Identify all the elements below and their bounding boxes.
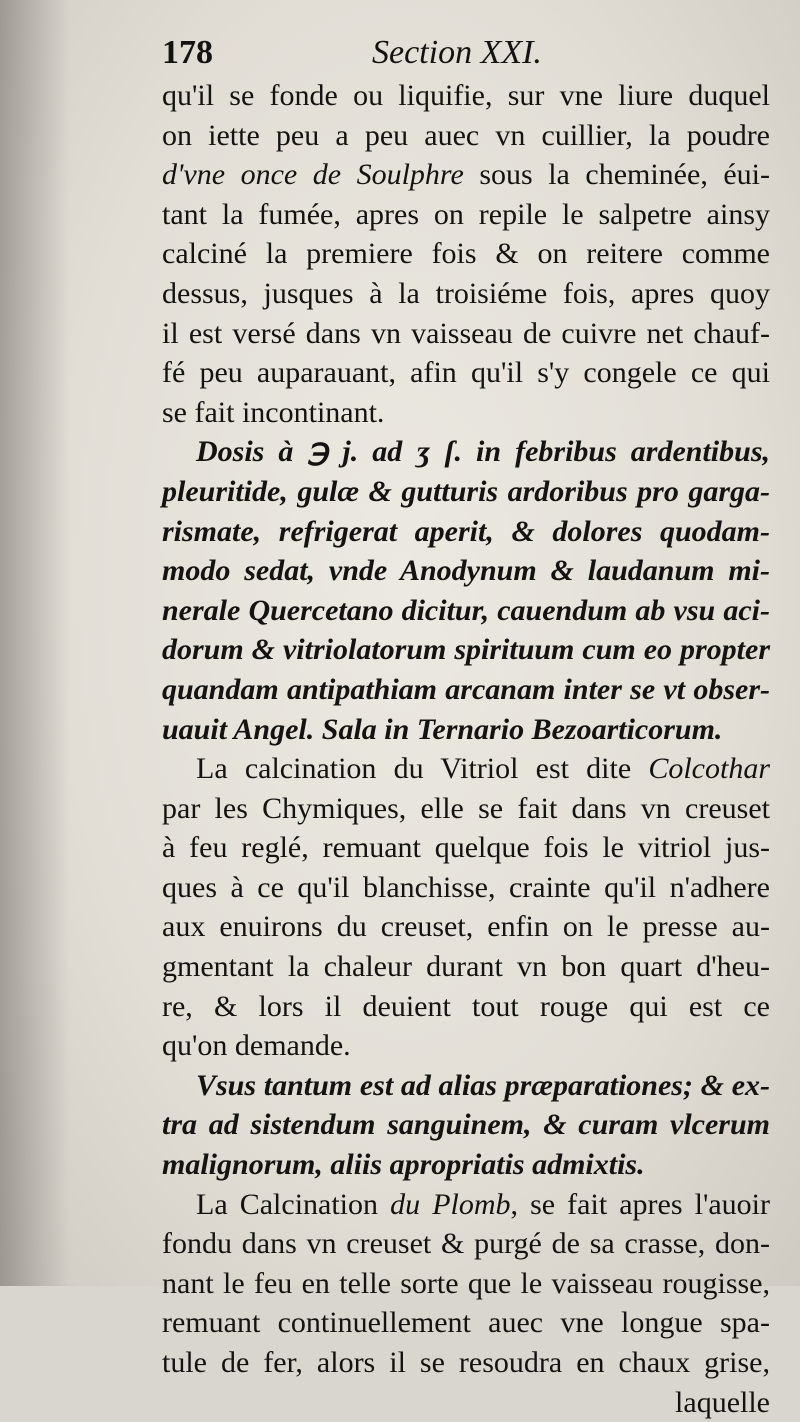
text-line: qu'on demande. xyxy=(162,1029,351,1063)
text-line: uauit Angel. Sala in Ternario Bezoarticorum. xyxy=(162,712,723,746)
text-line: fondu dans vn creuset & purgé de sa crasse, don- xyxy=(162,1227,770,1261)
text-line: tant la fumée, apres on repile le salpetre ainsy xyxy=(162,197,770,231)
text-line: remuant continuellement auec vne longue spa- xyxy=(162,1306,770,1340)
running-head: Section XXI. xyxy=(372,34,542,71)
text-segment: La Calcination xyxy=(196,1187,391,1221)
text-line xyxy=(162,155,770,195)
text-line: tule de fer, alors il se resoudra en chaux grise, xyxy=(162,1346,770,1379)
italic-term: Colcothar xyxy=(648,752,770,786)
text-line xyxy=(162,749,770,789)
text-line: quandam antipathiam arcanam inter se vt obser- xyxy=(162,672,770,706)
text-line: calciné la premiere fois & on reitere comme xyxy=(162,237,770,271)
text-line: nerale Quercetano dicitur, cauendum ab vsu aci- xyxy=(162,593,770,627)
text-line: gmentant la chaleur durant vn bon quart d'heu- xyxy=(162,950,770,984)
text-line: rismate, refrigerat aperit, & dolores quodam- xyxy=(162,514,770,548)
text-line: on iette peu a peu auec vn cuillier, la poudre xyxy=(162,118,770,152)
text-line: re, & lors il deuient tout rouge qui est ce xyxy=(162,989,770,1023)
text-segment: sous la cheminée, éui- xyxy=(463,158,770,192)
text-line: Vsus tantum est ad alias præparationes; & ex- xyxy=(196,1068,770,1102)
text-line: ques à ce qu'il blanchisse, crainte qu'il n'adhere xyxy=(162,870,770,904)
text-line: il est versé dans vn vaisseau de cuivre net chauf- xyxy=(162,316,770,350)
italic-term: du Plomb xyxy=(390,1187,511,1221)
text-line: dessus, jusques à la troisiéme fois, apres quoy xyxy=(162,276,770,310)
body-text xyxy=(162,76,770,1422)
text-line: nant le feu en telle sorte que le vaisseau rougisse, xyxy=(162,1266,770,1300)
text-line: par les Chymiques, elle se fait dans vn creuset xyxy=(162,791,770,825)
italic-term: d'vne once de Soulphre xyxy=(162,158,464,192)
text-segment: La calcination du Vitriol est dite xyxy=(196,752,649,786)
text-line: pleuritide, gulæ & gutturis ardoribus pro garga- xyxy=(162,474,770,508)
text-line: se fait incontinant. xyxy=(162,395,385,429)
text-line: modo sedat, vnde Anodynum & laudanum mi- xyxy=(162,554,770,588)
text-line: qu'il se fonde ou liquifie, sur vne liure duquel xyxy=(162,79,770,112)
text-segment: , se fait apres l'auoir xyxy=(510,1187,771,1221)
text-line: tra ad sistendum sanguinem, & curam vlcerum xyxy=(162,1108,770,1142)
gutter-shadow xyxy=(0,0,70,1286)
text-line xyxy=(162,1185,770,1225)
page-number: 178 xyxy=(162,34,213,71)
text-line: malignorum, aliis apropriatis admixtis. xyxy=(162,1148,645,1182)
text-line: Dosis à ℈ j. ad ʒ ſ. in febribus ardentibus, xyxy=(196,435,770,469)
page-header xyxy=(162,30,772,76)
text-line: laquelle xyxy=(675,1385,770,1419)
text-line: aux enuirons du creuset, enfin on le presse au- xyxy=(162,910,770,944)
text-line: dorum & vitriolatorum spirituum cum eo propter xyxy=(162,633,770,667)
text-line: à feu reglé, remuant quelque fois le vitriol jus- xyxy=(162,831,770,865)
text-line: fé peu auparauant, afin qu'il s'y congele ce qui xyxy=(162,356,770,390)
